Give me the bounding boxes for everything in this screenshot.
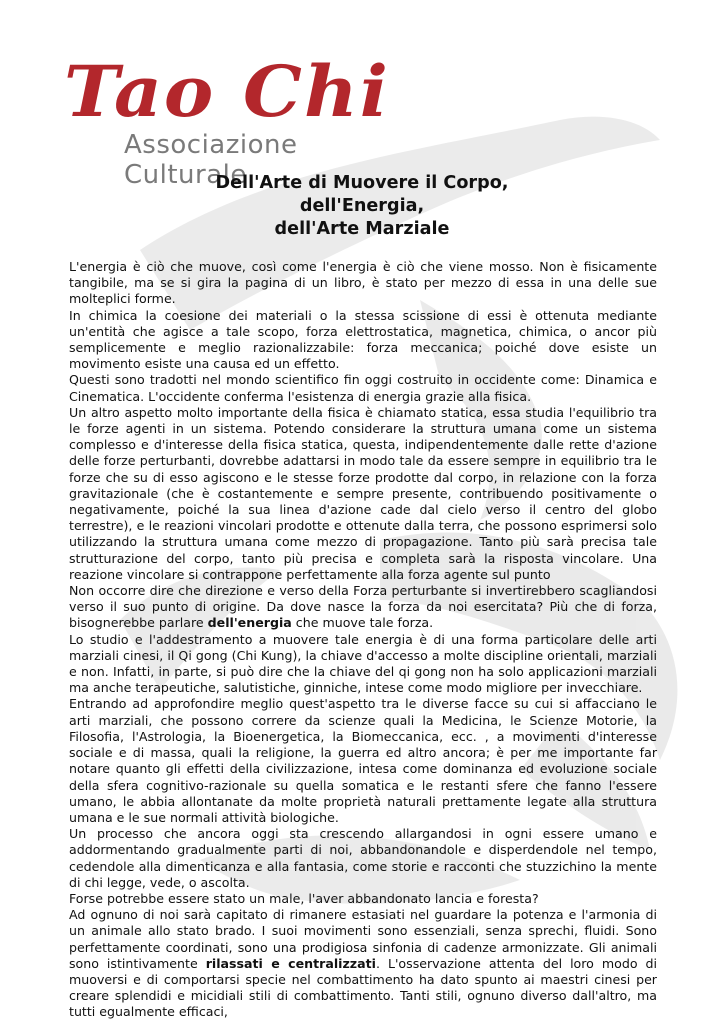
paragraph-10-text-b: . L'osservazione attenta del loro modo di muoversi e di comportarsi specie nel combattimento ha dato spunto ai maestri cinesi per creare splendidi e micidiali stili di combattimento. Tanti stili, ognuno diverso dall'altro, ma tutti egualmente efficaci, [69, 955, 658, 1020]
page-title [0, 172, 724, 241]
paragraph-2: In chimica la coesione dei materiali o la stessa scissione di essi è ottenuta mediante un'entità che agisce a tale scopo, forza elettrostatica, magnetica, chimica, o ancor più semplicemente e meglio razionalizzabile: forza meccanica; poiché dove esiste un movimento esiste una causa ed un effetto. [69, 307, 657, 372]
paragraph-5-text-a: Non occorre dire che direzione e verso della Forza perturbante si invertirebbero scagliandosi verso il suo punto di origine. Da dove nasce la forza da noi esercitata? Più che di forza, bisognerebbe parlare [69, 583, 657, 631]
paragraph-8: Un processo che ancora oggi sta crescendo allargandosi in ogni essere umano e addormentando gradualmente parti di noi, abbandonandole e disperdendole nel tempo, cedendole alla dimenticanza e alla fantasia, come storie e racconti che stuzzichino la mente di chi legge, vede, o ascolta. [69, 826, 657, 890]
title-line-1: Dell'Arte di Muovere il Corpo, [215, 173, 509, 193]
paragraph-9: Forse potrebbe essere stato un male, l'aver abbandonato lancia e foresta? [69, 890, 539, 906]
paragraph-7: Entrando ad approfondire meglio quest'aspetto tra le diverse facce su cui si affacciano le arti marziali, che possono correre da scienze quali la Medicina, le Scienze Motorie, la Filosofia, l'Astrologia, la Bioenergetica, la Biomeccanica, ecc. , a movimenti d'interesse sociale e di massa, quali la religione, la guerra ed altro ancora; è per me importante far notare quanto gli effetti della civilizzazione, intesa come dominanza ed evoluzione sociale della sfera cognitivo-razionale su quella somatica e le restanti sfere che fanno l'essere umano, le abbia allontanate da molte proprietà naturali prettamente legate alla struttura umana e le sue normali attività biologiche. [69, 696, 657, 825]
logo-name: Tao Chi [64, 51, 390, 133]
paragraph-10 [69, 907, 657, 1020]
title-line-3: dell'Arte Marziale [274, 219, 450, 239]
title-line-2: dell'Energia, [299, 196, 425, 216]
paragraph-5 [69, 583, 657, 632]
paragraph-3: Questi sono tradotti nel mondo scientifico fin oggi costruito in occidente come: Dinamica e Cinematica. L'occidente conferma l'esistenza di energia grazie alla fisica. [69, 372, 657, 404]
article-body [69, 259, 657, 1021]
paragraph-1: L'energia è ciò che muove, così come l'energia è ciò che viene mosso. Non è fisicamente tangibile, ma se si gira la pagina di un libro, è stato per mezzo di essa in una delle sue molteplici forme. [69, 259, 657, 307]
paragraph-4: Un altro aspetto molto importante della fisica è chiamato statica, essa studia l'equilibrio tra le forze agenti in un sistema. Potendo considerare la struttura umana come un sistema complesso e d'interesse della fisica statica, questa, indipendentemente dalle rette d'azione delle forze perturbanti, dovrebbe adattarsi in modo tale da essere sempre in equilibrio tra le forze che su di esso agiscono e le stesse forze prodotte dal corpo, in relazione con la forza gravitazionale (che è costantemente e sempre presente, contribuendo positivamente o negativamente, poiché la sua linea d'azione cade dal cielo verso il centro del globo terrestre), e le reazioni vincolari prodotte e ottenute dalla terra, che possono esprimersi solo utilizzando la struttura umana come mezzo di propagazione. Tanto più sarà precisa tale strutturazione del corpo, tanto più precisa e completa sarà la risposta vincolare. Una reazione vincolare si contrappone perfettamente alla forza agente sul punto [69, 404, 657, 582]
paragraph-10-bold: rilassati e centralizzati [205, 955, 376, 971]
logo-subtitle: Associazione Culturale [124, 130, 298, 190]
paragraph-5-bold: dell'energia [207, 615, 292, 631]
paragraph-5-text-b: che muove tale forza. [291, 615, 434, 631]
paragraph-10-text-a: Ad ognuno di noi sarà capitato di rimanere estasiati nel guardare la potenza e l'armonia di un animale allo stato brado. I suoi movimenti sono essenziali, senza sprechi, fluidi. Sono perfettamente coordinati, sono una prodigiosa sinfonia di cadenze armonizzate. Gli animali sono istintivamente [69, 907, 657, 971]
paragraph-6: Lo studio e l'addestramento a muovere tale energia è di una forma particolare delle arti marziali cinesi, il Qi gong (Chi Kung), la chiave d'accesso a molte discipline orientali, marziali e non. Infatti, in parte, si può dire che la chiave del qi gong non ha solo applicazioni marziali ma anche terapeutiche, salutistiche, ginniche, intese come modo migliore per invecchiare. [69, 631, 657, 696]
